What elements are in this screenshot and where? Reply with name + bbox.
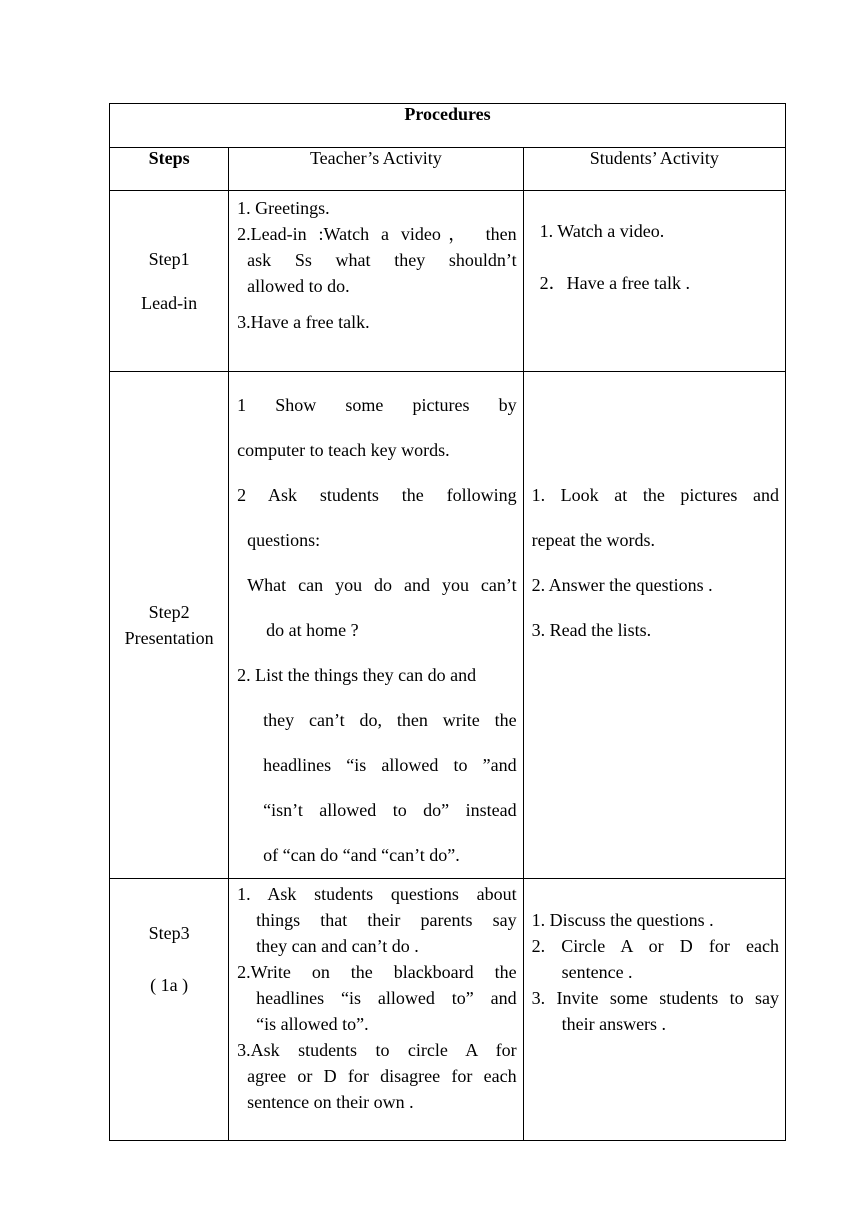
teacher-line: computer to teach key words.: [237, 440, 450, 460]
students-line: 2．Have a free talk .: [539, 273, 691, 293]
teacher-line: 2.Write on the blackboard the: [237, 962, 517, 982]
teacher-line: agree or D for disagree for each: [247, 1066, 517, 1086]
students-line: 1. Look at the pictures and: [531, 485, 779, 505]
teacher-line: sentence on their own .: [247, 1092, 414, 1112]
students-activity-cell: [523, 191, 785, 372]
teacher-line: 3.Ask students to circle A for: [237, 1040, 517, 1060]
students-line: 1. Watch a video.: [539, 221, 665, 241]
teacher-line: questions:: [247, 530, 321, 550]
header-steps: Steps: [110, 148, 229, 191]
procedures-table: [109, 103, 786, 1141]
table-title: Procedures: [110, 104, 786, 148]
students-line: 1. Discuss the questions .: [531, 910, 714, 930]
step-number: Step1: [148, 249, 190, 269]
teacher-line: What can you do and you can’t: [247, 575, 517, 595]
teacher-activity-cell: [229, 191, 523, 372]
teacher-line: 2.Lead-in :Watch a video， then: [237, 224, 517, 244]
teacher-activity-cell: [229, 372, 523, 879]
students-activity-cell: [523, 879, 785, 1141]
students-line: 3. Invite some students to say: [531, 988, 779, 1008]
table-row: [110, 372, 786, 879]
students-activity-cell: [523, 372, 785, 879]
step-name: Lead-in: [141, 293, 198, 313]
students-line: repeat the words.: [531, 530, 656, 550]
teacher-line: things that their parents say: [256, 910, 517, 930]
teacher-activity-cell: [229, 879, 523, 1141]
students-line: 2. Answer the questions .: [531, 575, 713, 595]
teacher-line: they can’t do, then write the: [263, 710, 517, 730]
teacher-line: “isn’t allowed to do” instead: [263, 800, 517, 820]
teacher-line: headlines “is allowed to ”and: [263, 755, 517, 775]
students-line: sentence .: [561, 962, 633, 982]
header-students-activity: Students’ Activity: [523, 148, 785, 191]
teacher-line: do at home ?: [266, 620, 359, 640]
table-row: [110, 879, 786, 1141]
students-line: 2. Circle A or D for each: [531, 936, 779, 956]
step-name: ( 1a ): [150, 975, 189, 995]
teacher-line: 2. List the things they can do and: [237, 665, 477, 685]
step-cell: [110, 372, 229, 879]
table-row: [110, 191, 786, 372]
teacher-line: ask Ss what they shouldn’t: [247, 250, 517, 270]
teacher-line: 2 Ask students the following: [237, 485, 517, 505]
teacher-line: headlines “is allowed to” and: [256, 988, 517, 1008]
students-line: their answers .: [561, 1014, 667, 1034]
teacher-line: “is allowed to”.: [256, 1014, 369, 1034]
students-line: 3. Read the lists.: [531, 620, 652, 640]
teacher-line: allowed to do.: [247, 276, 350, 296]
teacher-line: 1. Greetings.: [237, 198, 330, 218]
teacher-line: 1 Show some pictures by: [237, 395, 517, 415]
step-number: Step3: [148, 923, 190, 943]
step-cell: [110, 191, 229, 372]
step-number: Step2: [148, 602, 190, 622]
teacher-line: 1. Ask students questions about: [237, 884, 517, 904]
header-teacher-activity: Teacher’s Activity: [229, 148, 523, 191]
teacher-line: 3.Have a free talk.: [237, 312, 370, 332]
step-cell: [110, 879, 229, 1141]
step-name: Presentation: [124, 628, 214, 648]
teacher-line: of “can do “and “can’t do”.: [263, 845, 460, 865]
teacher-line: they can and can’t do .: [256, 936, 419, 956]
